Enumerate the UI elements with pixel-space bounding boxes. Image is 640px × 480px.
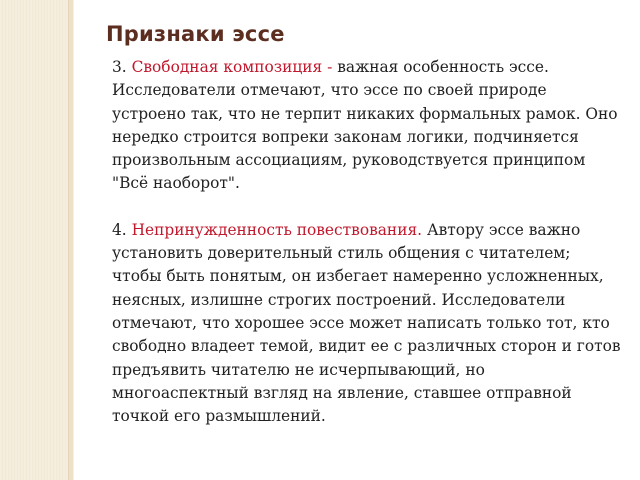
decorative-left-band xyxy=(0,0,68,480)
paragraph-number: 3. xyxy=(112,58,127,76)
slide-body xyxy=(112,56,624,428)
paragraph-number: 4. xyxy=(112,220,127,239)
highlight-term: Непринужденность повествования. xyxy=(131,220,423,239)
paragraph-narration xyxy=(112,219,624,429)
decorative-band-edge xyxy=(68,0,74,480)
highlight-term: Свободная композиция - xyxy=(131,58,333,76)
slide-title: Признаки эссе xyxy=(106,22,285,46)
paragraph-text: Автору эссе важно установить доверительный стиль общения с читателем; чтобы быть понятым, он избегает намеренно усложненных, неясных, излишне строгих построений. Исследователи отмечают, что хорошее эссе может написать только тот, кто свободно владеет темой, видит ее с различных сторон и готов предъявить читателю не исчерпывающий, но многоаспектный взгляд на явление, ставшее отправной точкой его размышлений. xyxy=(112,220,621,426)
paragraph-composition xyxy=(112,56,624,196)
paragraph-text: важная особенность эссе. Исследователи отмечают, что эссе по своей природе устроено так, что не терпит никаких формальных рамок. Оно нередко строится вопреки законам логики, подчиняется произвольным ассоциациям, руководствуется принципом "Всё наоборот". xyxy=(112,58,618,193)
